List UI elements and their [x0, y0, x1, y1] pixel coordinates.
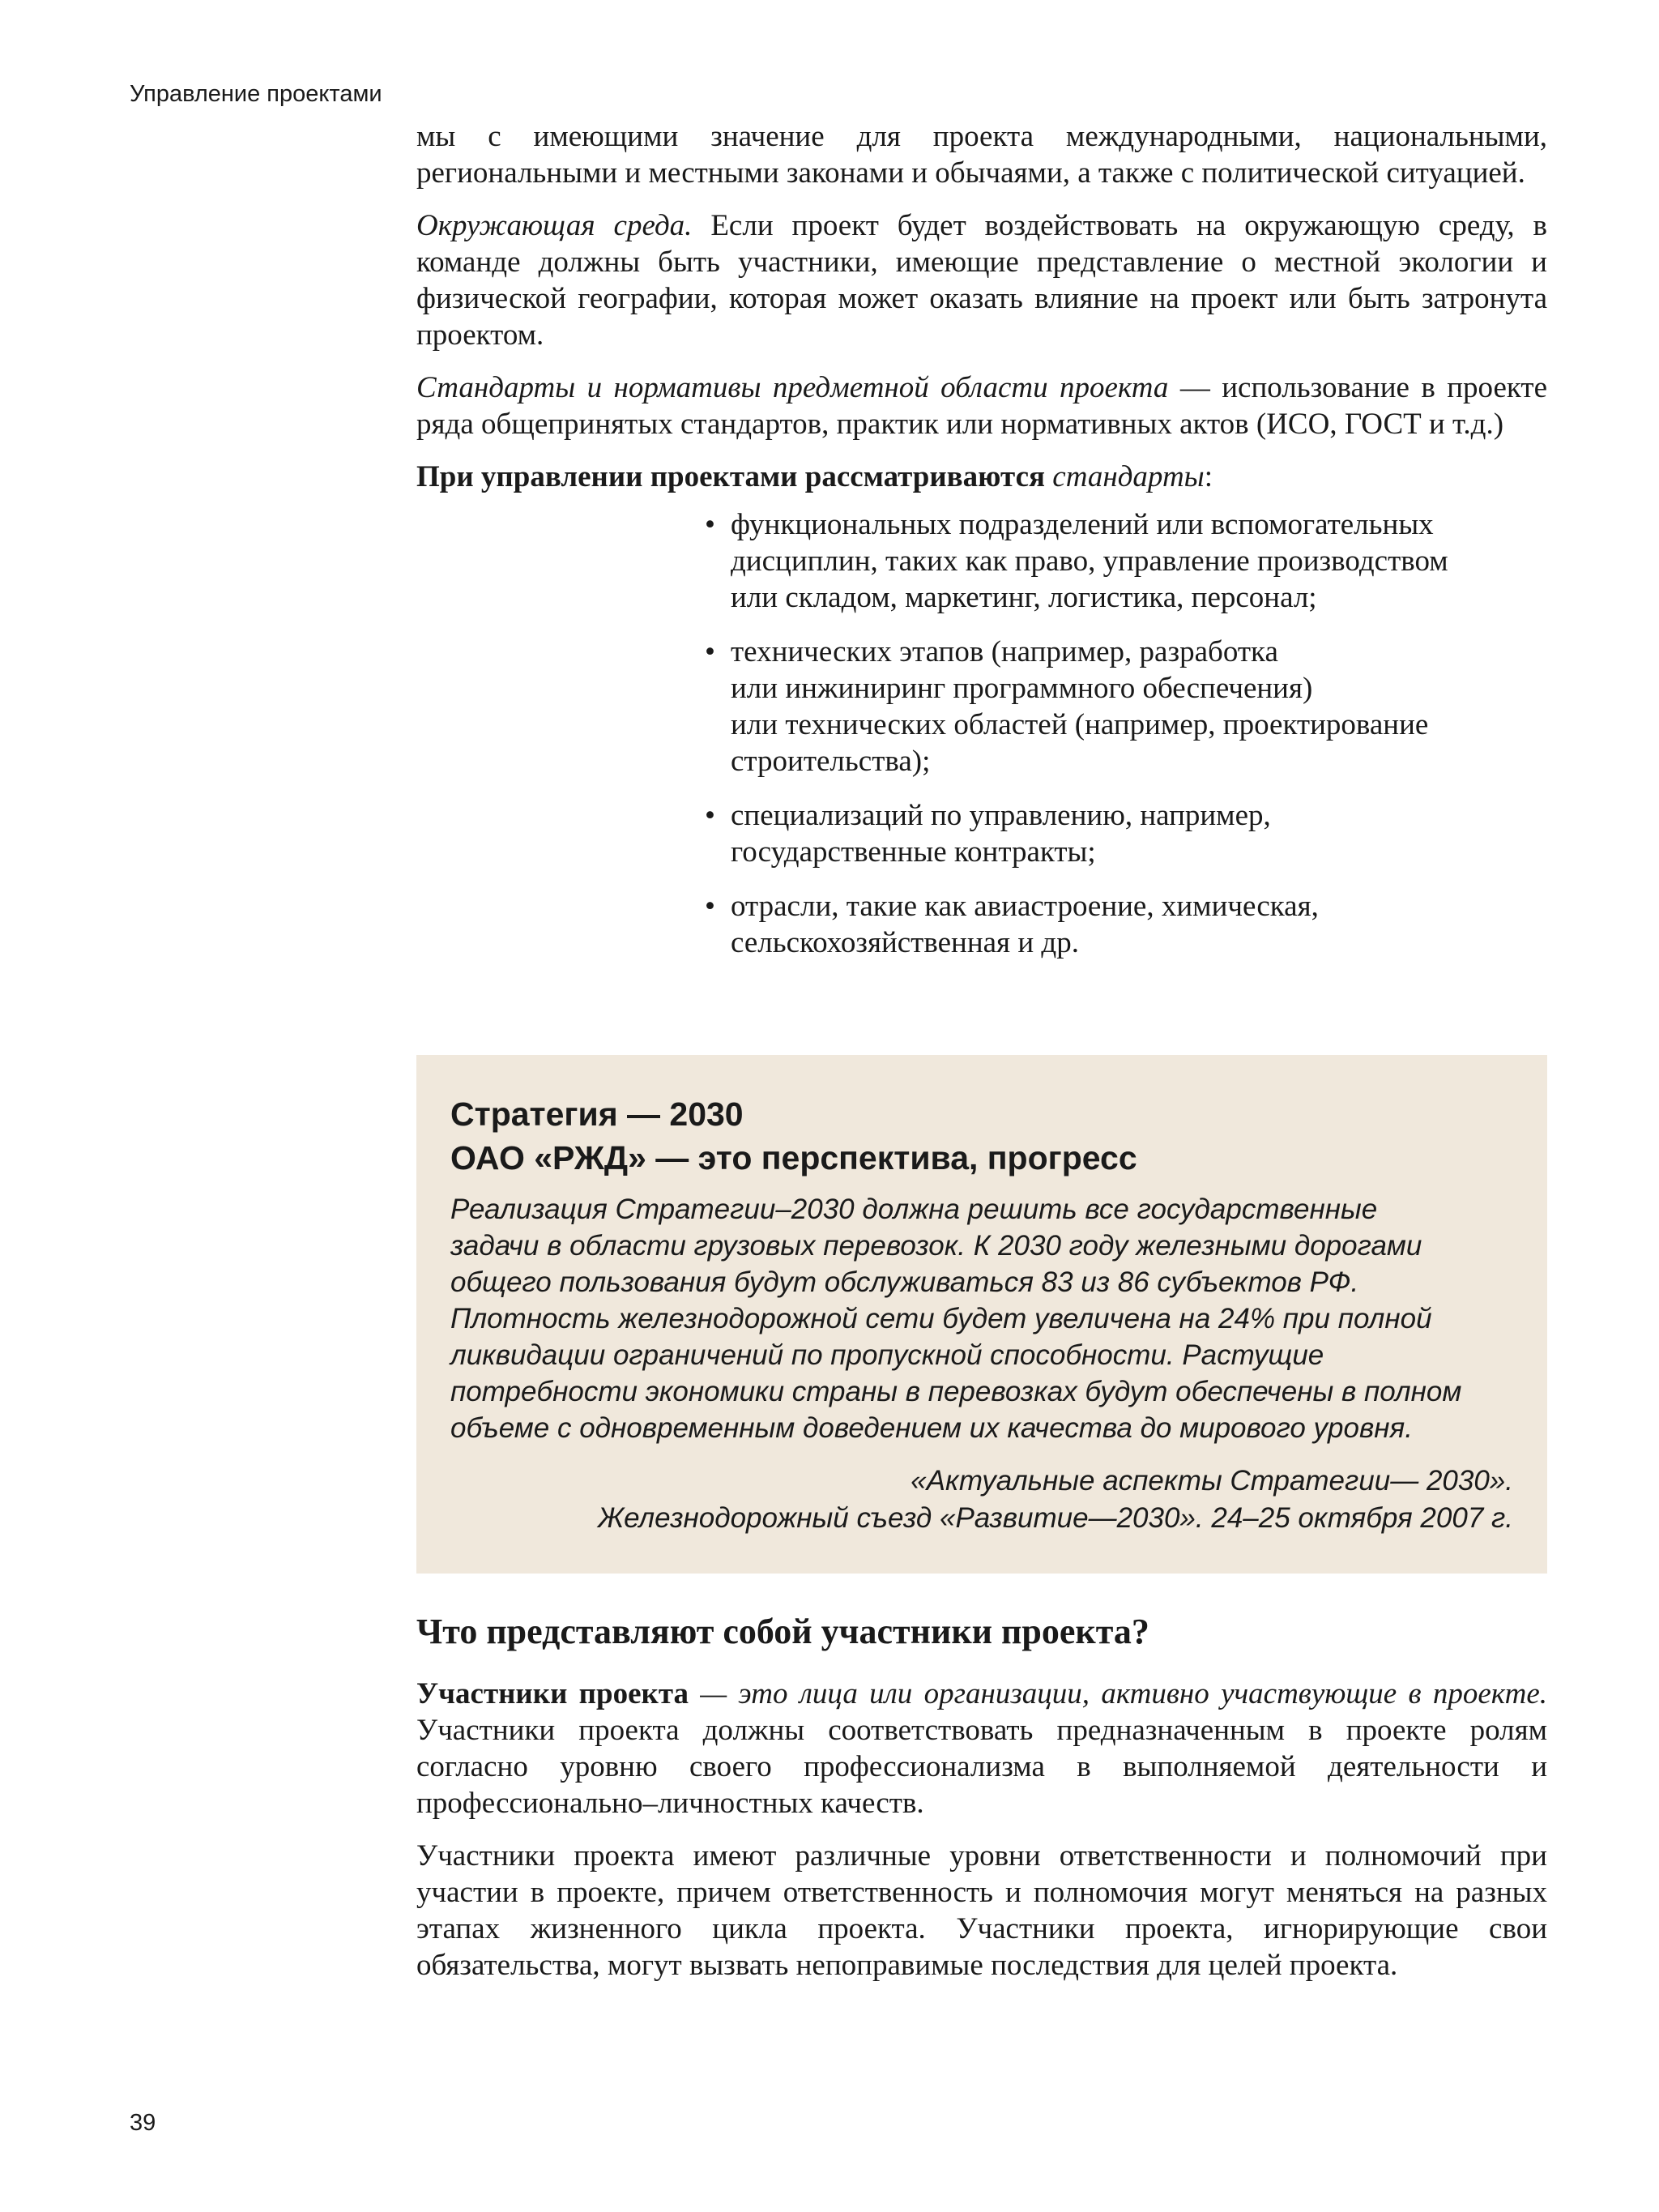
list-item-line: сельскохозяйственная и др.: [731, 926, 1079, 959]
standards-text: — использование в проекте ряда общепринятых стандартов, практик или нормативных актов (ИСО, ГОСТ и т.д.): [416, 371, 1547, 441]
list-item-line: или складом, маркетинг, логистика, персонал;: [731, 581, 1317, 614]
standards-intro-bold: При управлении проектами рассматриваются: [416, 460, 1046, 493]
callout-title-line: Стратегия — 2030: [450, 1095, 744, 1133]
bullet-icon: •: [705, 799, 715, 832]
callout-title-line: ОАО «РЖД» — это перспектива, прогресс: [450, 1139, 1137, 1176]
callout-source-line: «Актуальные аспекты Стратегии— 2030».: [911, 1465, 1513, 1497]
list-item-line: отрасли, такие как авиастроение, химическая,: [731, 890, 1319, 923]
list-item-line: дисциплин, таких как право, управление производством: [731, 544, 1448, 578]
list-item-line: функциональных подразделений или вспомогательных: [731, 508, 1434, 541]
list-item-line: или инжиниринг программного обеспечения): [731, 672, 1313, 705]
list-item: [705, 634, 1547, 779]
section-heading: Что представляют собой участники проекта?: [416, 1612, 1149, 1651]
callout-body-line: задачи в области грузовых перевозок. К 2030 году железными дорогами: [450, 1230, 1422, 1262]
paragraph-participants-definition: [416, 1676, 1547, 1821]
paragraph-standards-intro: [416, 459, 1547, 495]
list-item: [705, 797, 1547, 870]
callout-body: [450, 1191, 1513, 1446]
standards-intro-colon: :: [1204, 460, 1213, 493]
standards-intro-italic: стандарты: [1052, 460, 1205, 493]
callout-body-line: Плотность железнодорожной сети будет увеличена на 24% при полной: [450, 1303, 1432, 1334]
paragraph-standards: [416, 369, 1547, 442]
list-item-line: государственные контракты;: [731, 835, 1096, 869]
participants-text: Участники проекта должны соответствовать предназначенным в проекте ролям согласно уровню своего профессионализма в выполняемой деятельности и профессионально–личностных качеств.: [416, 1714, 1547, 1820]
page-number: 39: [130, 2110, 156, 2136]
bullet-icon: •: [705, 890, 715, 923]
list-item-line: специализаций по управлению, например,: [731, 799, 1271, 832]
list-item-line: технических этапов (например, разработка: [731, 635, 1278, 668]
intro-text: [416, 118, 1547, 979]
callout-source: [450, 1463, 1513, 1537]
list-item-line: или технических областей (например, проектирование: [731, 708, 1429, 741]
callout-source-line: Железнодорожный съезд «Развитие—2030». 24–25 октября 2007 г.: [598, 1502, 1513, 1534]
participants-section: [416, 1609, 1547, 2000]
environment-text: Если проект будет воздействовать на окружающую среду, в команде должны быть участники, имеющие представление о местной экологии и физической географии, которая может оказать влияние на проект или быть затронута проектом.: [416, 209, 1548, 352]
callout-body-line: потребности экономики страны в перевозках будут обеспечены в полном: [450, 1376, 1462, 1407]
paragraph-participants-responsibility: Участники проекта имеют различные уровни ответственности и полномочий при участии в проекте, причем ответственность и полномочия могут меняться на разных этапах жизненного цикла проекта. Участники проекта, игнорирующие свои обязательства, могут вызвать непоправимые последствия для целей проекта.: [416, 1839, 1547, 1982]
list-item-line: строительства);: [731, 745, 931, 778]
term-environment: Окружающая среда.: [416, 209, 693, 242]
paragraph-environment: [416, 207, 1547, 353]
callout-body-line: общего пользования будут обслуживаться 83 из 86 субъектов РФ.: [450, 1266, 1359, 1298]
standards-list: [705, 506, 1547, 961]
list-item: [705, 888, 1547, 961]
callout-box: [416, 1055, 1547, 1574]
callout-body-line: Реализация Стратегии–2030 должна решить все государственные: [450, 1194, 1378, 1225]
term-standards: Стандарты и нормативы предметной области проекта: [416, 371, 1169, 404]
bullet-icon: •: [705, 635, 715, 668]
running-head: Управление проектами: [130, 81, 382, 107]
paragraph-laws: мы с имеющими значение для проекта международными, национальными, региональными и местными законами и обычаями, а также с политической ситуацией.: [416, 120, 1547, 190]
term-participants: Участники проекта: [416, 1677, 689, 1710]
list-item: [705, 506, 1547, 616]
callout-title: [450, 1092, 1513, 1180]
callout-body-line: ликвидации ограничений по пропускной способности. Растущие: [450, 1339, 1324, 1371]
callout-body-line: объеме с одновременным доведением их качества до мирового уровня.: [450, 1412, 1413, 1444]
bullet-icon: •: [705, 508, 715, 541]
participants-definition: — это лица или организации, активно участвующие в проекте.: [688, 1677, 1548, 1710]
